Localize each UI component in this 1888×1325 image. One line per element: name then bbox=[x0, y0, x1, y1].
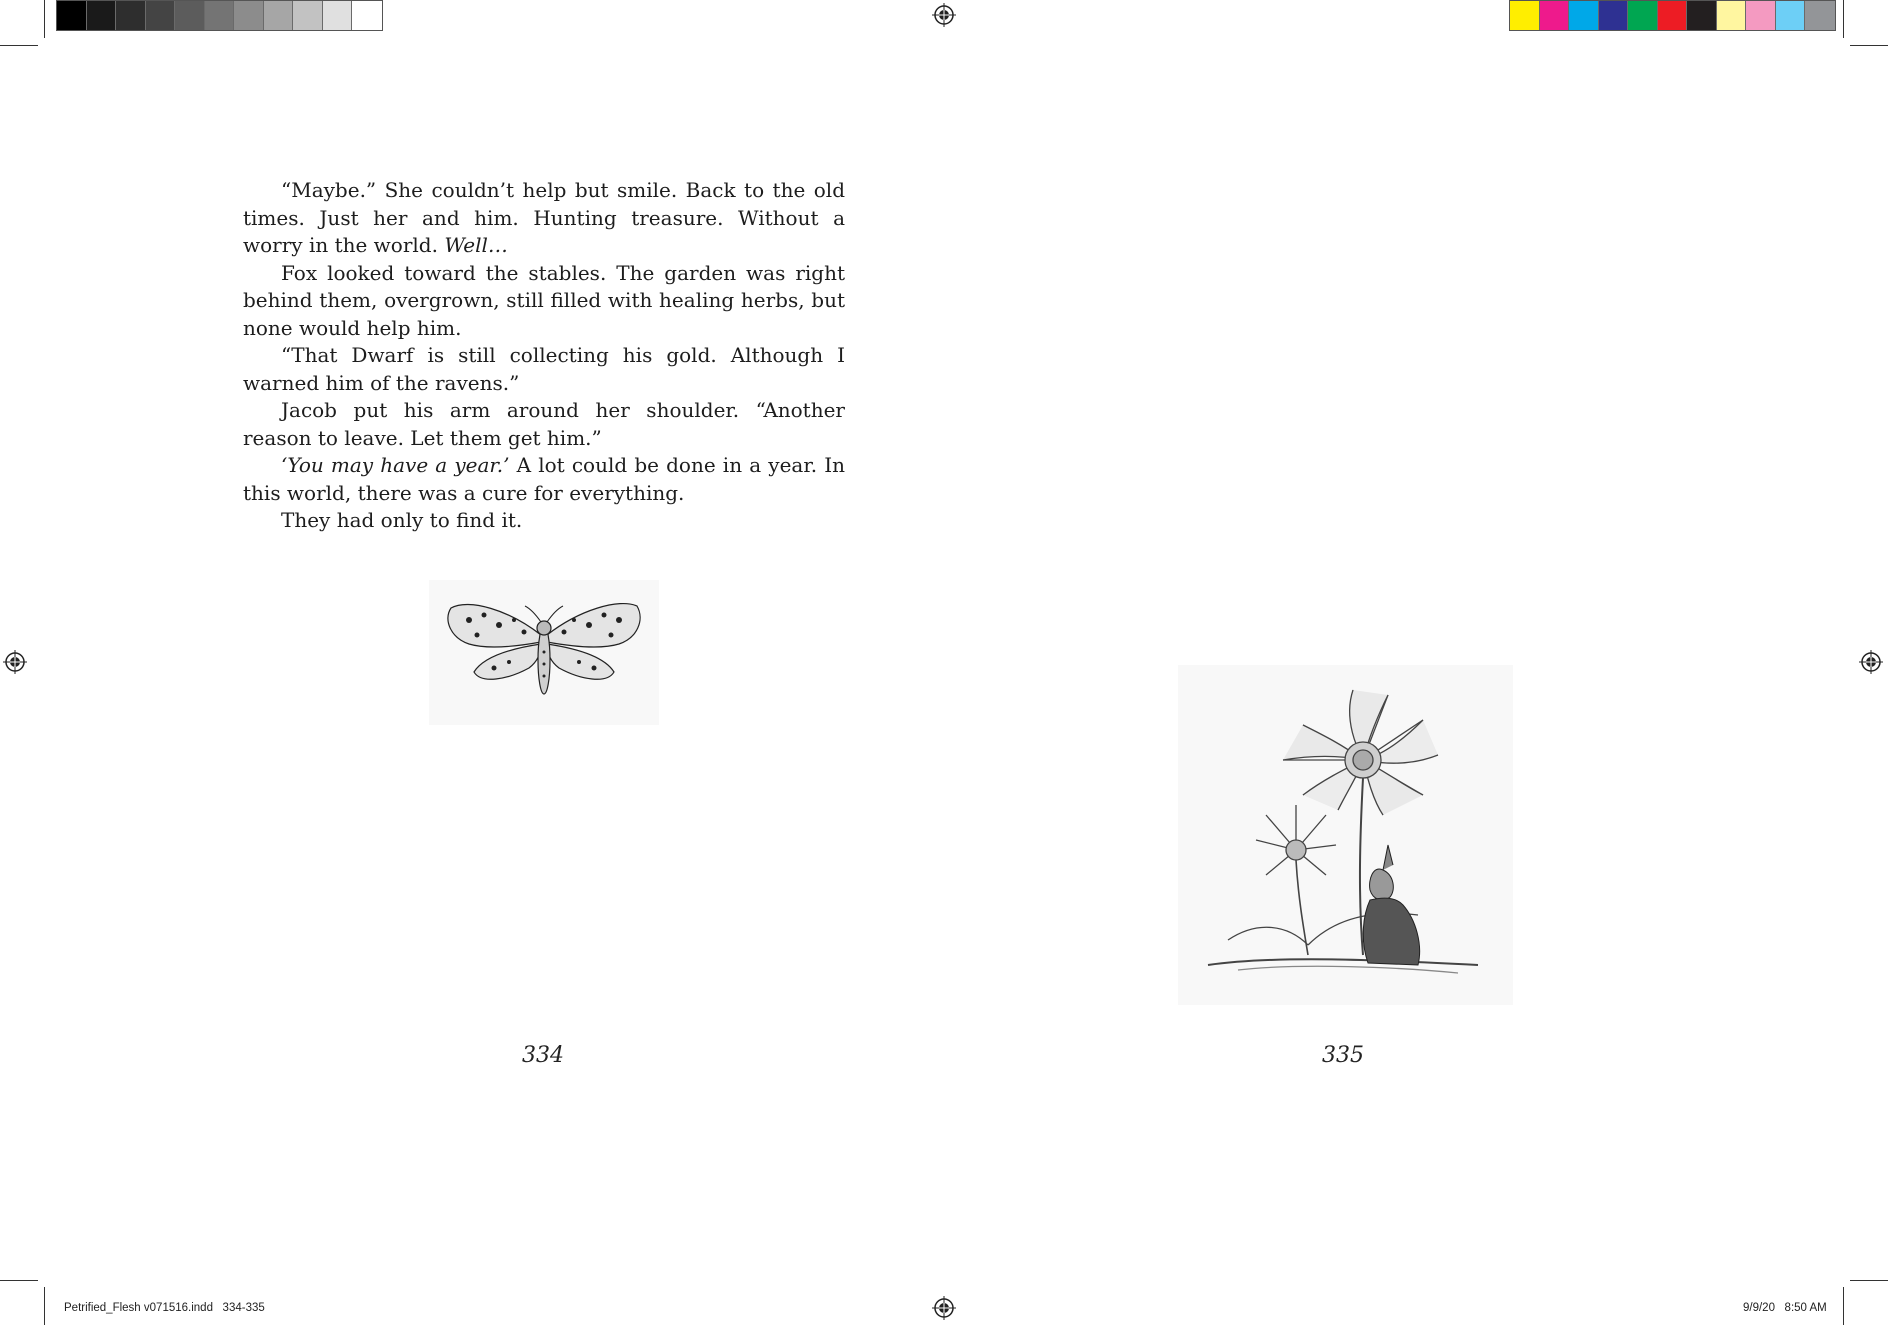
italic-text: ‘You may have a year.’ bbox=[281, 453, 510, 477]
crop-mark-bottom-right-v bbox=[1843, 1287, 1844, 1325]
body-text bbox=[243, 177, 845, 535]
moth-icon bbox=[429, 580, 659, 725]
registration-mark-icon bbox=[932, 1296, 956, 1320]
paragraph-text: A lot could be done in a year. In this world, there was a cure for everything. bbox=[243, 453, 845, 505]
process-swatch-1 bbox=[1540, 1, 1570, 30]
page-number-left: 334 bbox=[522, 1043, 564, 1068]
gray-swatch-2 bbox=[116, 1, 146, 30]
gray-swatch-10 bbox=[352, 1, 382, 30]
gray-swatch-7 bbox=[264, 1, 294, 30]
flower-with-dwarf-illustration bbox=[1178, 665, 1513, 1005]
page-number-right: 335 bbox=[1322, 1043, 1364, 1068]
gray-swatch-1 bbox=[87, 1, 117, 30]
italic-text: Well… bbox=[444, 233, 508, 257]
paragraph bbox=[243, 452, 845, 507]
registration-mark-icon bbox=[3, 650, 27, 674]
process-swatch-0 bbox=[1510, 1, 1540, 30]
paragraph-text: Fox looked toward the stables. The garden was right behind them, overgrown, still filled with healing herbs, but none would help him. bbox=[243, 260, 845, 340]
process-swatch-3 bbox=[1599, 1, 1629, 30]
process-swatch-5 bbox=[1658, 1, 1688, 30]
flower-icon bbox=[1178, 665, 1513, 1005]
process-swatch-9 bbox=[1776, 1, 1806, 30]
paragraph-text: Jacob put his arm around her shoulder. “Another reason to leave. Let them get him.” bbox=[243, 398, 845, 450]
gray-swatch-9 bbox=[323, 1, 353, 30]
paragraph bbox=[243, 507, 845, 535]
paragraph-text: “That Dwarf is still collecting his gold. Although I warned him of the ravens.” bbox=[243, 343, 845, 395]
paragraph bbox=[243, 177, 845, 260]
gray-swatch-4 bbox=[175, 1, 205, 30]
paragraph bbox=[243, 342, 845, 397]
crop-mark-top-left-v bbox=[44, 0, 45, 38]
crop-mark-top-right bbox=[1850, 45, 1888, 46]
process-swatch-2 bbox=[1569, 1, 1599, 30]
crop-mark-bottom-left bbox=[0, 1280, 38, 1281]
gray-color-bar bbox=[56, 0, 383, 31]
process-swatch-6 bbox=[1687, 1, 1717, 30]
registration-mark-icon bbox=[932, 3, 956, 27]
gray-swatch-6 bbox=[234, 1, 264, 30]
gray-swatch-0 bbox=[57, 1, 87, 30]
gray-swatch-8 bbox=[293, 1, 323, 30]
paragraph-text: “Maybe.” She couldn’t help but smile. Back to the old times. Just her and him. Hunting treasure. Without a worry in the world. bbox=[243, 178, 845, 257]
gray-swatch-5 bbox=[205, 1, 235, 30]
crop-mark-bottom-right bbox=[1850, 1280, 1888, 1281]
process-color-bar bbox=[1509, 0, 1836, 31]
moth-illustration bbox=[429, 580, 659, 725]
process-swatch-4 bbox=[1628, 1, 1658, 30]
paragraph bbox=[243, 397, 845, 452]
process-swatch-10 bbox=[1805, 1, 1835, 30]
registration-mark-icon bbox=[1859, 650, 1883, 674]
process-swatch-7 bbox=[1717, 1, 1747, 30]
gray-swatch-3 bbox=[146, 1, 176, 30]
crop-mark-top-right-v bbox=[1843, 0, 1844, 38]
slug-file-info: Petrified_Flesh v071516.indd 334-335 bbox=[64, 1302, 265, 1314]
slug-datetime: 9/9/20 8:50 AM bbox=[1743, 1302, 1827, 1314]
process-swatch-8 bbox=[1746, 1, 1776, 30]
paragraph bbox=[243, 260, 845, 343]
crop-mark-top-left bbox=[0, 45, 38, 46]
crop-mark-bottom-left-v bbox=[44, 1287, 45, 1325]
paragraph-text: They had only to find it. bbox=[281, 508, 523, 532]
